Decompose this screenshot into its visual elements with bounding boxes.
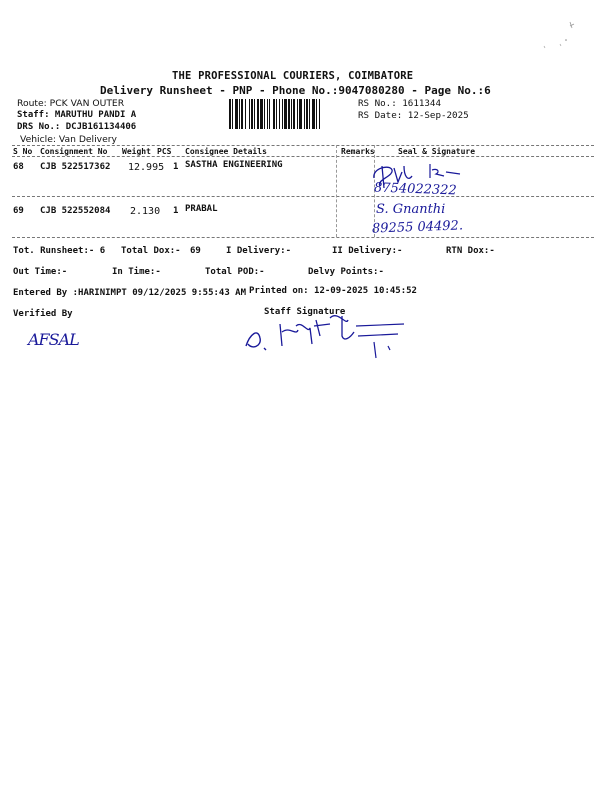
rtn-dox: RTN Dox:- (446, 246, 495, 256)
handwritten-name-2: S. Gnanthi (376, 202, 446, 217)
vehicle-label: Vehicle: Van Delivery (20, 134, 117, 145)
row-consignment: CJB 522552084 (40, 206, 111, 216)
row-consignee: SASTHA ENGINEERING (185, 160, 283, 170)
row-sno: 68 (13, 162, 24, 172)
col-sno: S No (13, 147, 33, 156)
row-consignee: PRABAL (185, 204, 218, 214)
staff-signature (238, 306, 408, 366)
verified-by-signature: AFSAL (28, 330, 79, 349)
company-title: THE PROFESSIONAL COURIERS, COIMBATORE (172, 70, 414, 82)
rs-date: RS Date: 12-Sep-2025 (358, 110, 469, 121)
row-pcs: 1 (173, 162, 179, 172)
table-header-rule (12, 156, 594, 157)
table-bottom-rule (12, 237, 594, 238)
row-consignment: CJB 522517362 (40, 162, 111, 172)
row-sno: 69 (13, 206, 24, 216)
total-dox-value: 69 (190, 246, 201, 256)
total-pod: Total POD:- (205, 267, 265, 277)
total-dox: Total Dox:- (121, 246, 181, 256)
col-pcs: PCS (157, 147, 172, 156)
route-label: Route: PCK VAN OUTER (17, 98, 125, 109)
table-top-rule (12, 145, 594, 146)
barcode (229, 99, 353, 129)
col-weight: Weight (122, 147, 151, 156)
in-time: In Time:- (112, 267, 161, 277)
remarks-col-line (336, 145, 337, 237)
printed-on: Printed on: 12-09-2025 10:45:52 (249, 286, 417, 296)
ii-delivery: II Delivery:- (332, 246, 403, 256)
drs-label: DRS No.: DCJB161134406 (17, 122, 137, 132)
handwritten-phone-2: 89255 04492. (371, 218, 464, 237)
col-consignment: Consignment No (40, 147, 108, 156)
handwritten-phone-1: 8754022322 (373, 180, 457, 199)
runsheet-title: Delivery Runsheet - PNP - Phone No.:9047080280 - Page No.:6 (100, 84, 491, 97)
staff-signature-label: Staff Signature (264, 307, 346, 317)
staff-label: Staff: MARUTHU PANDI A (17, 110, 137, 120)
entered-by: Entered By :HARINIMPT 09/12/2025 9:55:43 AM (13, 288, 246, 298)
row-weight: 2.130 (130, 206, 161, 217)
verified-by-label: Verified By (13, 309, 73, 319)
tot-runsheet: Tot. Runsheet:- 6 (13, 246, 106, 256)
col-consignee: Consignee Details (185, 147, 267, 156)
col-seal: Seal & Signature (398, 147, 476, 156)
scan-marks (530, 18, 580, 58)
i-delivery: I Delivery:- (226, 246, 292, 256)
col-remarks: Remarks (341, 147, 375, 156)
out-time: Out Time:- (13, 267, 68, 277)
rs-number: RS No.: 1611344 (358, 98, 441, 109)
row-pcs: 1 (173, 206, 179, 216)
delvy-points: Delvy Points:- (308, 267, 384, 277)
row-weight: 12.995 (128, 162, 165, 173)
